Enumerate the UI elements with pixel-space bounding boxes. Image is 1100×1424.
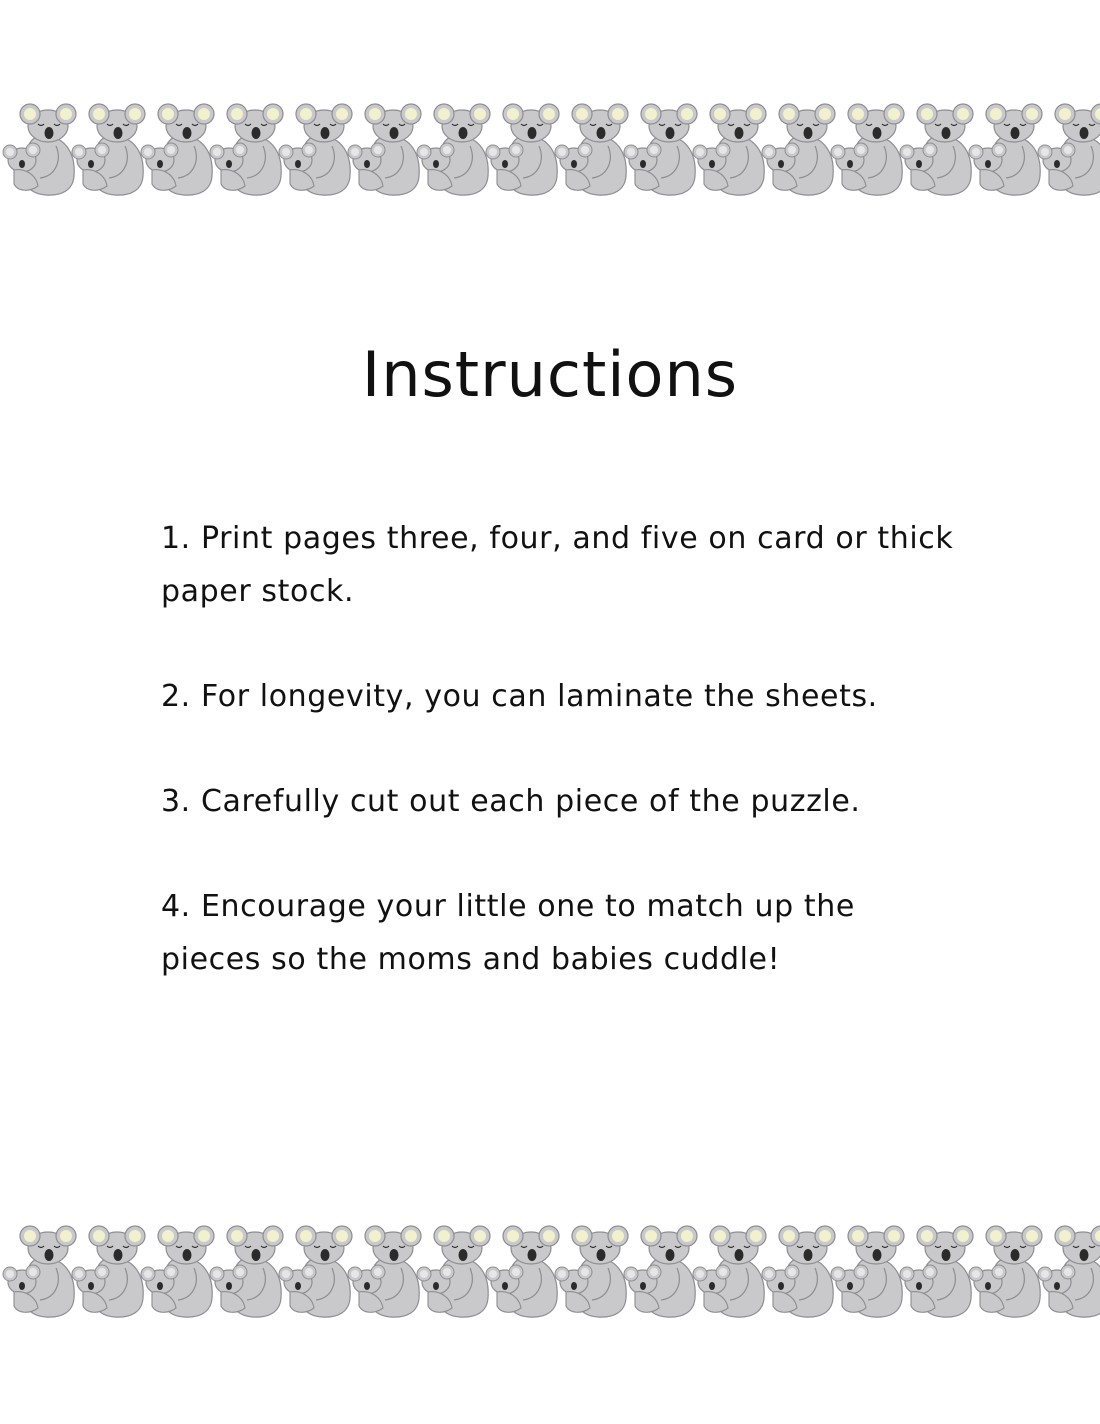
top-koala-border — [0, 98, 1100, 198]
koala-mom-and-baby-icon — [897, 1220, 966, 1320]
koala-mom-and-baby-icon — [759, 1220, 828, 1320]
koala-mom-and-baby-icon — [1035, 1220, 1100, 1320]
koala-mom-and-baby-icon — [552, 1220, 621, 1320]
koala-mom-and-baby-icon — [138, 98, 207, 198]
page-title: Instructions — [361, 338, 739, 411]
instruction-step-3: 3. Carefully cut out each piece of the puzzle. — [161, 784, 861, 819]
koala-mom-and-baby-icon — [621, 1220, 690, 1320]
koala-mom-and-baby-icon — [69, 98, 138, 198]
koala-mom-and-baby-icon — [828, 1220, 897, 1320]
koala-mom-and-baby-icon — [897, 98, 966, 198]
koala-mom-and-baby-icon — [1035, 98, 1100, 198]
koala-mom-and-baby-icon — [966, 98, 1035, 198]
koala-mom-and-baby-icon — [966, 1220, 1035, 1320]
koala-mom-and-baby-icon — [552, 98, 621, 198]
koala-mom-and-baby-icon — [138, 1220, 207, 1320]
instruction-step-2: 2. For longevity, you can laminate the sheets. — [161, 679, 878, 714]
koala-mom-and-baby-icon — [828, 98, 897, 198]
instruction-step-1: 1. Print pages three, four, and five on card or thick paper stock. — [161, 521, 954, 609]
koala-mom-and-baby-icon — [759, 98, 828, 198]
koala-mom-and-baby-icon — [207, 98, 276, 198]
koala-mom-and-baby-icon — [207, 1220, 276, 1320]
koala-mom-and-baby-icon — [621, 98, 690, 198]
bottom-koala-border — [0, 1220, 1100, 1320]
koala-mom-and-baby-icon — [414, 98, 483, 198]
koala-mom-and-baby-icon — [69, 1220, 138, 1320]
koala-mom-and-baby-icon — [414, 1220, 483, 1320]
koala-mom-and-baby-icon — [345, 98, 414, 198]
koala-mom-and-baby-icon — [690, 98, 759, 198]
koala-mom-and-baby-icon — [690, 1220, 759, 1320]
koala-mom-and-baby-icon — [0, 1220, 69, 1320]
koala-mom-and-baby-icon — [276, 1220, 345, 1320]
koala-mom-and-baby-icon — [345, 1220, 414, 1320]
koala-mom-and-baby-icon — [483, 1220, 552, 1320]
koala-mom-and-baby-icon — [276, 98, 345, 198]
koala-mom-and-baby-icon — [483, 98, 552, 198]
instruction-list — [161, 512, 961, 1038]
instruction-step-4: 4. Encourage your little one to match up the pieces so the moms and babies cuddle! — [161, 889, 855, 977]
koala-mom-and-baby-icon — [0, 98, 69, 198]
